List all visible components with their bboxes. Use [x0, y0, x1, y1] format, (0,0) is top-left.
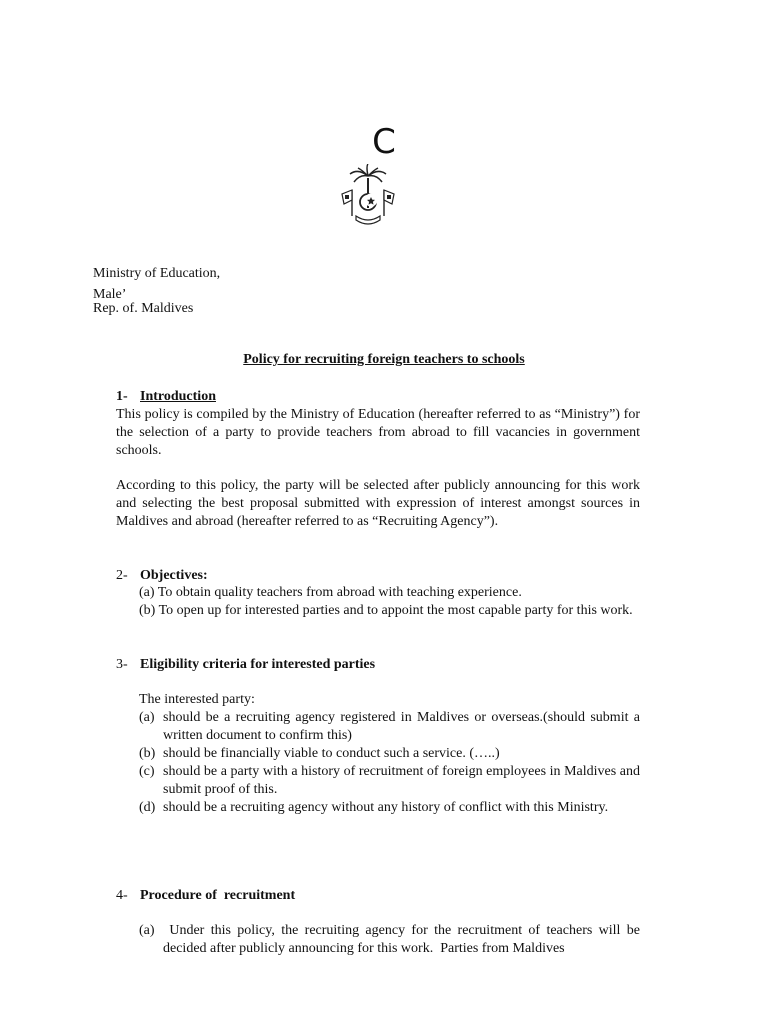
eligibility-item-label: (b): [139, 746, 156, 761]
eligibility-item-c: [139, 763, 640, 799]
address-city: Male’: [93, 287, 127, 302]
eligibility-intro: The interested party:: [139, 692, 255, 707]
eligibility-item-label: (d): [139, 800, 156, 815]
section-2-heading: Objectives:: [140, 568, 208, 583]
intro-paragraph-1: This policy is compiled by the Ministry of Education (hereafter referred to as “Ministry”) for the selection of a party to provide teachers from abroad to fill vacancies in government schools.: [116, 407, 640, 458]
header-glyph: C: [372, 122, 396, 162]
eligibility-item-b: [139, 745, 640, 763]
eligibility-item-text: should be a recruiting agency registered in Maldives or overseas.(should submit a written document to confirm this): [163, 710, 640, 743]
eligibility-item-label: (c): [139, 764, 155, 779]
eligibility-item-d: [139, 799, 640, 817]
eligibility-item-text: should be a recruiting agency without any history of conflict with this Ministry.: [163, 800, 609, 815]
section-4-number: 4-: [116, 888, 128, 903]
objective-b: (b) To open up for interested parties and to appoint the most capable party for this work.: [139, 603, 633, 618]
procedure-item-a: [139, 922, 644, 958]
section-3-heading: Eligibility criteria for interested parties: [140, 657, 376, 672]
address-country: Rep. of. Maldives: [93, 301, 194, 316]
section-4-heading: Procedure of recruitment: [140, 888, 296, 903]
procedure-item-label: (a): [139, 923, 155, 938]
eligibility-item-text: should be financially viable to conduct such a service. (…..): [163, 746, 500, 761]
eligibility-item-text: should be a party with a history of recruitment of foreign employees in Maldives and submit proof of this.: [163, 764, 640, 797]
procedure-item-text: Under this policy, the recruiting agency for the recruitment of teachers will be decided after publicly announcing for this work. Parties from Maldives: [163, 923, 644, 956]
intro-paragraph-2: According to this policy, the party will be selected after publicly announcing for this work and selecting the best proposal submitted with expression of interest amongst sources in Maldives and abroad (hereafter referred to as “Recruiting Agency”).: [116, 478, 640, 529]
maldives-state-emblem-icon: [338, 164, 398, 228]
objective-a: (a) To obtain quality teachers from abroad with teaching experience.: [139, 585, 522, 600]
section-3-number: 3-: [116, 657, 128, 672]
section-1-heading: Introduction: [140, 389, 216, 404]
eligibility-item-label: (a): [139, 710, 155, 725]
section-2-number: 2-: [116, 568, 128, 583]
eligibility-item-a: [139, 709, 640, 745]
address-ministry: Ministry of Education,: [93, 266, 221, 281]
section-1-number: 1-: [116, 389, 128, 404]
page-title: Policy for recruiting foreign teachers to schools: [243, 352, 525, 367]
